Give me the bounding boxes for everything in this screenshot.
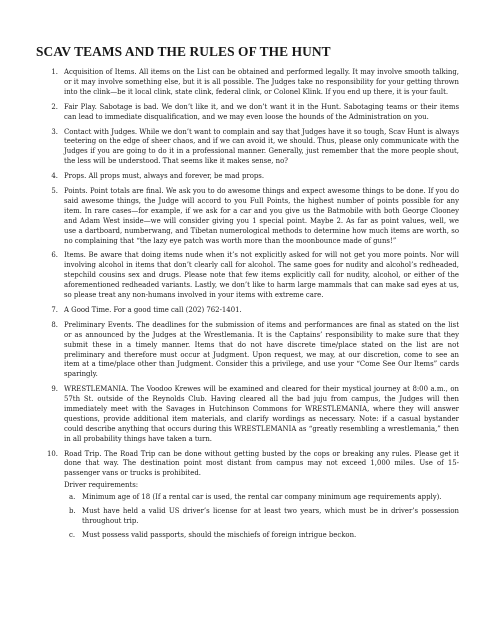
rule-text: Points. Point totals are final. We ask you to do awesome things and expect awesome things to be done. If you do said awesome things, the Judge will accord to you Full Points, the highest number of points possible for any item. In rare cases—for example, if we ask for a car and you give us the Batmobile with both George Clooney and Adam West inside—we will consider giving you 1 special point. Maybe 2. As far as point values, well, we use a dartboard, numberwang, and Tibetan numerological methods to determine how much items are worth, so no complaining that “the lazy eye patch was worth more than the moonbounce made of guns!” <box>64 187 459 245</box>
rule-item <box>36 103 459 123</box>
sub-text: Must have held a valid US driver’s license for at least two years, which must be in driver’s possession throughout trip. <box>82 506 459 525</box>
sub-item <box>64 493 459 503</box>
rule-item <box>36 450 459 541</box>
rule-number: 3. <box>51 127 58 136</box>
rule-item <box>36 172 459 182</box>
rule-number: 1. <box>51 68 58 76</box>
rule-number: 10. <box>47 449 58 458</box>
rule-item <box>36 68 459 98</box>
rule-text: Acquisition of Items. All items on the List can be obtained and performed legally. It may involve smooth talking, or it may involve something else, but it is all possible. The Judges take no responsibility for your getting thrown into the clink—be it local clink, state clink, federal clink, or Colonel Klink. If you end up there, it is your fault. <box>64 68 459 96</box>
rules-list <box>36 68 459 540</box>
sub-item <box>64 531 459 541</box>
rule-number: 2. <box>51 102 58 111</box>
rule-item <box>36 385 459 444</box>
page-title: SCAV TEAMS AND THE RULES OF THE HUNT <box>36 44 331 59</box>
rule-text: Items. Be aware that doing items nude when it’s not explicitly asked for will not get you more points. Nor will involving alcohol in items that don’t clearly call for alcohol. The same goes for nudity and alcohol’s redheaded, stepchild cousins sex and drugs. Please note that few items explicitly call for nudity, alcohol, or either of the aforementioned redheaded variants. Lastly, we don’t like to harm large mammals that can make sad eyes at us, so please treat any non-humans involved in your items with extreme care. <box>64 251 459 299</box>
rule-number: 8. <box>51 320 58 329</box>
sub-list <box>64 493 459 540</box>
rule-item <box>36 187 459 246</box>
sub-label: b. <box>69 506 76 515</box>
rule-note: Driver requirements: <box>64 480 139 489</box>
rule-text: Props. All props must, always and forever, be mad props. <box>64 172 265 181</box>
rule-item <box>36 321 459 380</box>
rule-text: Fair Play. Sabotage is bad. We don’t like it, and we don’t want it in the Hunt. Sabotaging teams or their items can lead to immediate disqualification, and we may even loose the hounds of the Administration on you. <box>64 102 459 121</box>
sub-text: Minimum age of 18 (If a rental car is used, the rental car company minimum age requirements apply). <box>82 493 442 502</box>
sub-label: c. <box>69 530 76 539</box>
rule-text: A Good Time. For a good time call (202) 762-1401. <box>64 305 242 314</box>
rule-number: 6. <box>51 251 58 260</box>
rule-text: WRESTLEMANIA. The Voodoo Krewes will be examined and cleared for their mystical journey at 8:00 a.m., on 57th St. outside of the Reynolds Club. Having cleared all the bad juju from campus, the Judges will then immediately meet with the Savages in Hutchinson Commons for WRESTLEMANIA, where they will answer questions, provide additional item materials, and clarify wordings as necessary. Note: if a casual bystander could describe anything that occurs during this WRESTLEMANIA as “greatly resembling a wrestlemania,” then in all probability things have taken a turn. <box>64 385 459 443</box>
sub-text: Must possess valid passports, should the mischiefs of foreign intrigue beckon. <box>82 530 357 539</box>
rule-item <box>36 306 459 316</box>
rule-text: Road Trip. The Road Trip can be done without getting busted by the cops or breaking any rules. Please get it done that way. The destination point most distant from campus may not exceed 1,000 miles. Use of 15-passenger vans or trucks is prohibited. <box>64 449 459 478</box>
rule-item <box>36 128 459 168</box>
rule-text: Preliminary Events. The deadlines for the submission of items and performances are final as stated on the list or as announced by the Judges at the Wrestlemania. It is the Captains’ responsibility to make sure that they submit these in a timely manner. Items that do not have discrete time/place stated on the list are not preliminary and therefore must occur at Judgment. Upon request, we may, at our discretion, come to see an item at a time/place other than Judgment. Consider this a privilege, and use your “Come See Our Items” cards sparingly. <box>64 320 459 379</box>
sub-label: a. <box>69 493 76 502</box>
rule-number: 5. <box>51 187 58 196</box>
rule-text: Contact with Judges. While we don’t want to complain and say that Judges have it so tough, Scav Hunt is always teetering on the edge of sheer chaos, and if we can avoid it, we should. Thus, please only communicate with the Judges if you are going to do it in a professional manner. Generally, just remember that the more people shout, the less will be understood. That seems like it makes sense, no? <box>64 127 459 166</box>
rule-number: 4. <box>51 172 58 181</box>
rule-item <box>36 251 459 300</box>
rule-number: 7. <box>51 305 58 314</box>
sub-item <box>64 507 459 527</box>
rule-number: 9. <box>51 385 58 394</box>
